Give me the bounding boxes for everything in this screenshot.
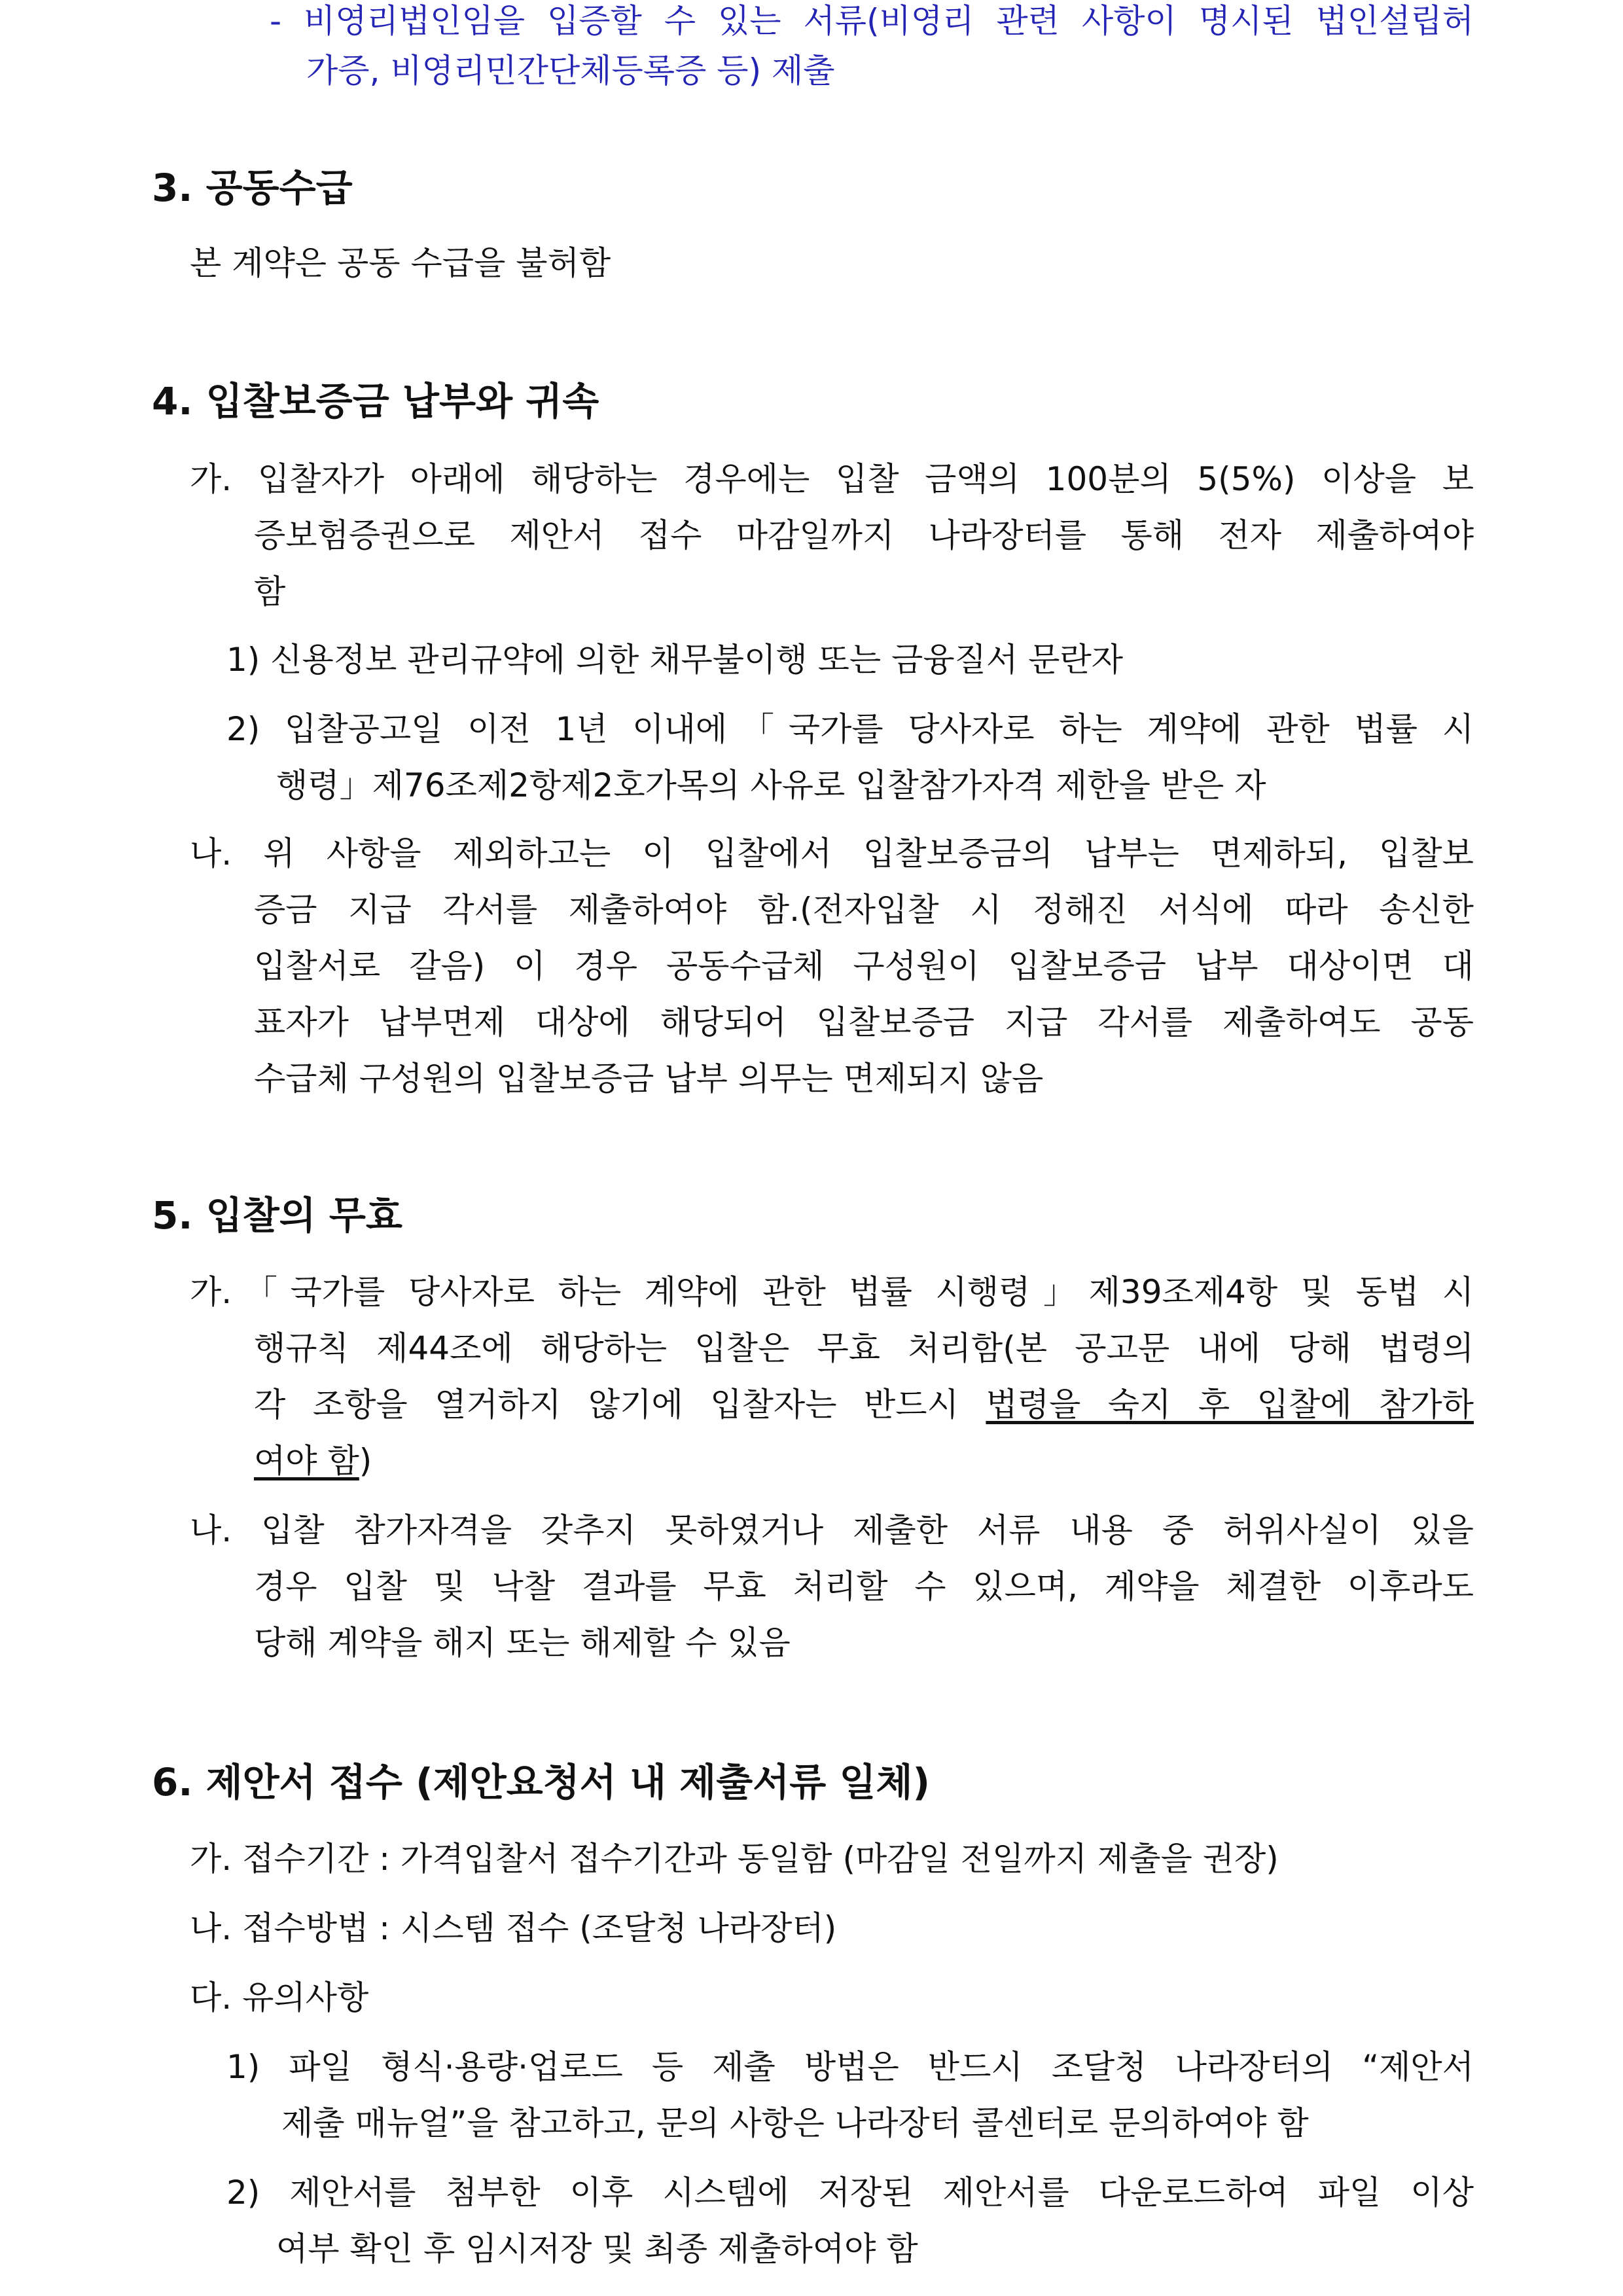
section-5-ga-line-3-text: 각 조항을 열거하지 않기에 입찰자는 반드시 xyxy=(254,1386,986,1424)
section-4-sub-1: 1) 신용정보 관리규약에 의한 채무불이행 또는 금융질서 문란자 xyxy=(226,641,1124,679)
section-4-ga-line-1: 가. 입찰자가 아래에 해당하는 경우에는 입찰 금액의 100분의 5(5%) 이상을 보 xyxy=(190,460,1474,498)
section-4-sub-2-line-1: 2) 입찰공고일 이전 1년 이내에「국가를 당사자로 하는 계약에 관한 법률 시 xyxy=(226,710,1474,748)
section-6-na: 나. 접수방법 : 시스템 접수 (조달청 나라장터) xyxy=(190,1909,837,1947)
eligibility-doc-line-1: - 비영리법인임을 입증할 수 있는 서류(비영리 관련 사항이 명시된 법인설립허 xyxy=(270,2,1474,40)
section-4-ga-line-2: 증보험증권으로 제안서 접수 마감일까지 나라장터를 통해 전자 제출하여야 xyxy=(254,516,1474,554)
section-4-na-line-5: 수급체 구성원의 입찰보증금 납부 의무는 면제되지 않음 xyxy=(254,1060,1044,1098)
section-5-ga-line-3-underlined: 법령을 숙지 후 입찰에 참가하 xyxy=(986,1386,1474,1424)
section-5-na-line-2: 경우 입찰 및 낙찰 결과를 무효 처리할 수 있으며, 계약을 체결한 이후라도 xyxy=(254,1568,1474,1605)
section-5-ga-line-4-underlined: 여야 함 xyxy=(254,1442,359,1480)
section-5-na-line-1: 나. 입찰 참가자격을 갖추지 못하였거나 제출한 서류 내용 중 허위사실이 있을 xyxy=(190,1511,1474,1549)
section-6-da: 다. 유의사항 xyxy=(190,1979,369,2017)
section-4-na-line-4: 표자가 납부면제 대상에 해당되어 입찰보증금 지급 각서를 제출하여도 공동 xyxy=(254,1003,1474,1041)
section-5-ga-line-4-end: ) xyxy=(359,1442,372,1480)
section-6-heading: 6. 제안서 접수 (제안요청서 내 제출서류 일체) xyxy=(152,1760,931,1804)
section-3-heading: 3. 공동수급 xyxy=(152,166,353,210)
section-4-na-line-2: 증금 지급 각서를 제출하여야 함.(전자입찰 시 정해진 서식에 따라 송신한 xyxy=(254,891,1474,929)
section-5-ga-line-2: 행규칙 제44조에 해당하는 입찰은 무효 처리함(본 공고문 내에 당해 법령의 xyxy=(254,1329,1474,1367)
section-6-ga: 가. 접수기간 : 가격입찰서 접수기간과 동일함 (마감일 전일까지 제출을 권장) xyxy=(190,1840,1279,1878)
section-5-ga-line-3 xyxy=(254,1384,1474,1426)
eligibility-doc-line-2: 가증, 비영리민간단체등록증 등) 제출 xyxy=(306,52,835,90)
section-6-sub-1-line-1: 1) 파일 형식·용량·업로드 등 제출 방법은 반드시 조달청 나라장터의 “제안서 xyxy=(226,2048,1474,2086)
section-6-sub-2-line-2: 여부 확인 후 임시저장 및 최종 제출하여야 함 xyxy=(276,2230,918,2268)
section-4-na-line-1: 나. 위 사항을 제외하고는 이 입찰에서 입찰보증금의 납부는 면제하되, 입찰보 xyxy=(190,834,1474,872)
section-6-sub-1-line-2: 제출 매뉴얼”을 참고하고, 문의 사항은 나라장터 콜센터로 문의하여야 함 xyxy=(281,2104,1309,2142)
section-4-sub-2-line-2: 행령」제76조제2항제2호가목의 사유로 입찰참가자격 제한을 받은 자 xyxy=(276,766,1266,804)
section-4-ga-line-3: 함 xyxy=(254,573,286,611)
section-6-sub-2-line-1: 2) 제안서를 첨부한 이후 시스템에 저장된 제안서를 다운로드하여 파일 이상 xyxy=(226,2174,1474,2212)
section-4-heading: 4. 입찰보증금 납부와 귀속 xyxy=(152,379,599,423)
section-5-heading: 5. 입찰의 무효 xyxy=(152,1193,402,1238)
section-3-body: 본 계약은 공동 수급을 불허함 xyxy=(190,244,611,282)
section-5-ga-line-1: 가.「국가를 당사자로 하는 계약에 관한 법률 시행령」제39조제4항 및 동법 시 xyxy=(190,1273,1474,1311)
section-5-ga-line-4 xyxy=(254,1440,1623,1482)
section-4-na-line-3: 입찰서로 갈음) 이 경우 공동수급체 구성원이 입찰보증금 납부 대상이면 대 xyxy=(254,947,1474,985)
section-5-na-line-3: 당해 계약을 해지 또는 해제할 수 있음 xyxy=(254,1624,791,1662)
